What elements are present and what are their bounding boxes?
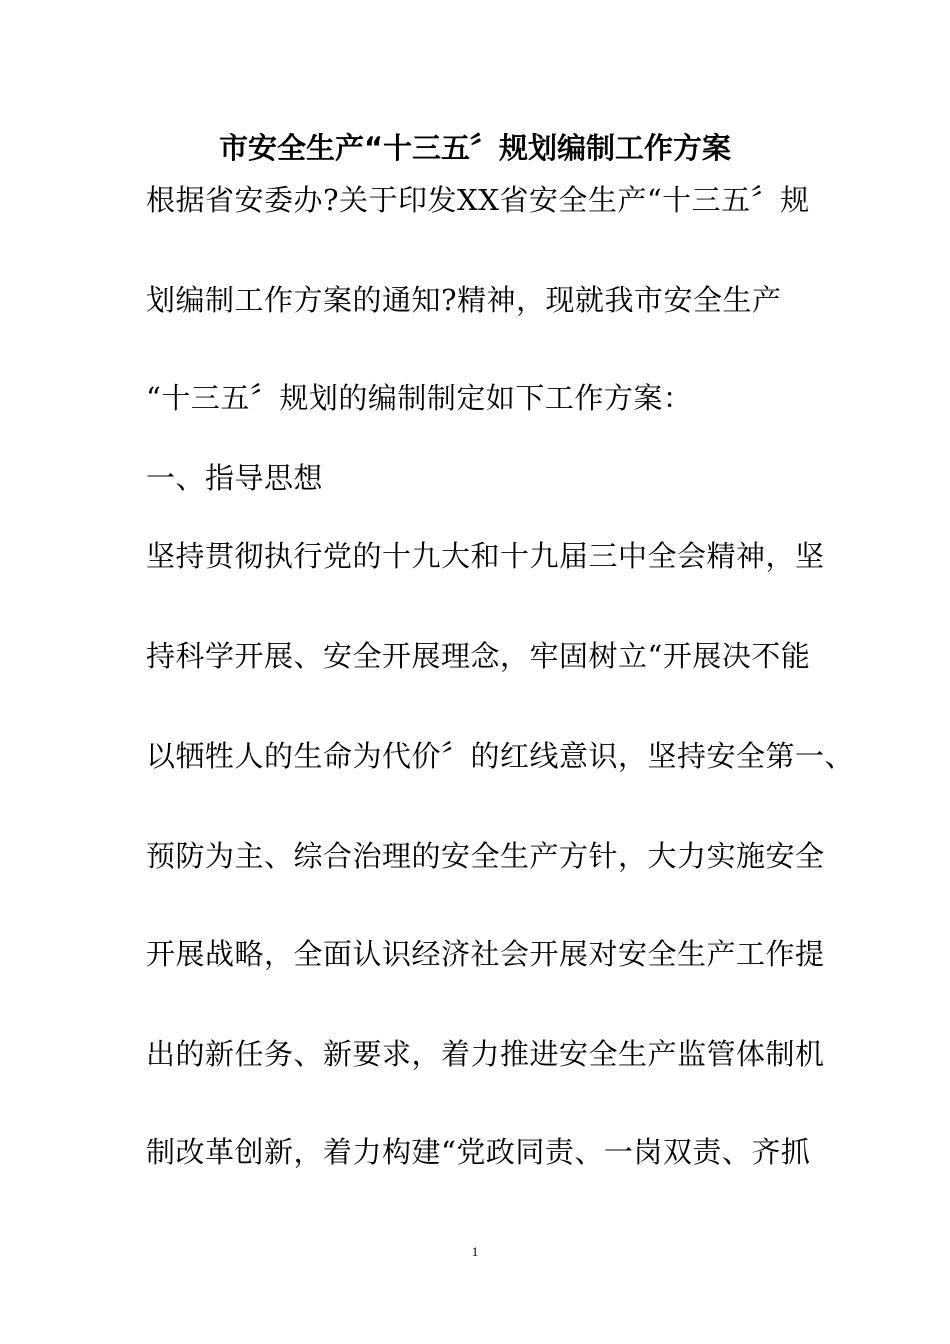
body-line-1: 根据省安委办?关于印发XX省安全生产“十三五〞规 (146, 183, 810, 217)
body-line-11: 制改革创新，着力构建“党政同责、一岗双责、齐抓 (146, 1135, 811, 1169)
document-title: 市安全生产“十三五〞规划编制工作方案 (218, 131, 732, 165)
body-line-3: “十三五〞规划的编制制定如下工作方案： (146, 381, 693, 415)
body-line-8: 预防为主、综合治理的安全生产方针，大力实施安全 (146, 839, 825, 873)
body-line-2: 划编制工作方案的通知?精神，现就我市安全生产 (146, 283, 782, 317)
page-number: 1 (471, 1244, 479, 1259)
body-line-10: 出的新任务、新要求，着力推进安全生产监管体制机 (146, 1037, 825, 1071)
body-line-5: 坚持贯彻执行党的十九大和十九届三中全会精神，坚 (146, 539, 825, 573)
body-line-9: 开展战略，全面认识经济社会开展对安全生产工作提 (146, 937, 825, 971)
section-heading-guiding-ideology: 一、指导思想 (146, 461, 324, 495)
body-line-7: 以牺牲人的生命为代价〞的红线意识，坚持安全第一、 (146, 739, 855, 773)
body-line-6: 持科学开展、安全开展理念，牢固树立“开展决不能 (146, 639, 811, 673)
